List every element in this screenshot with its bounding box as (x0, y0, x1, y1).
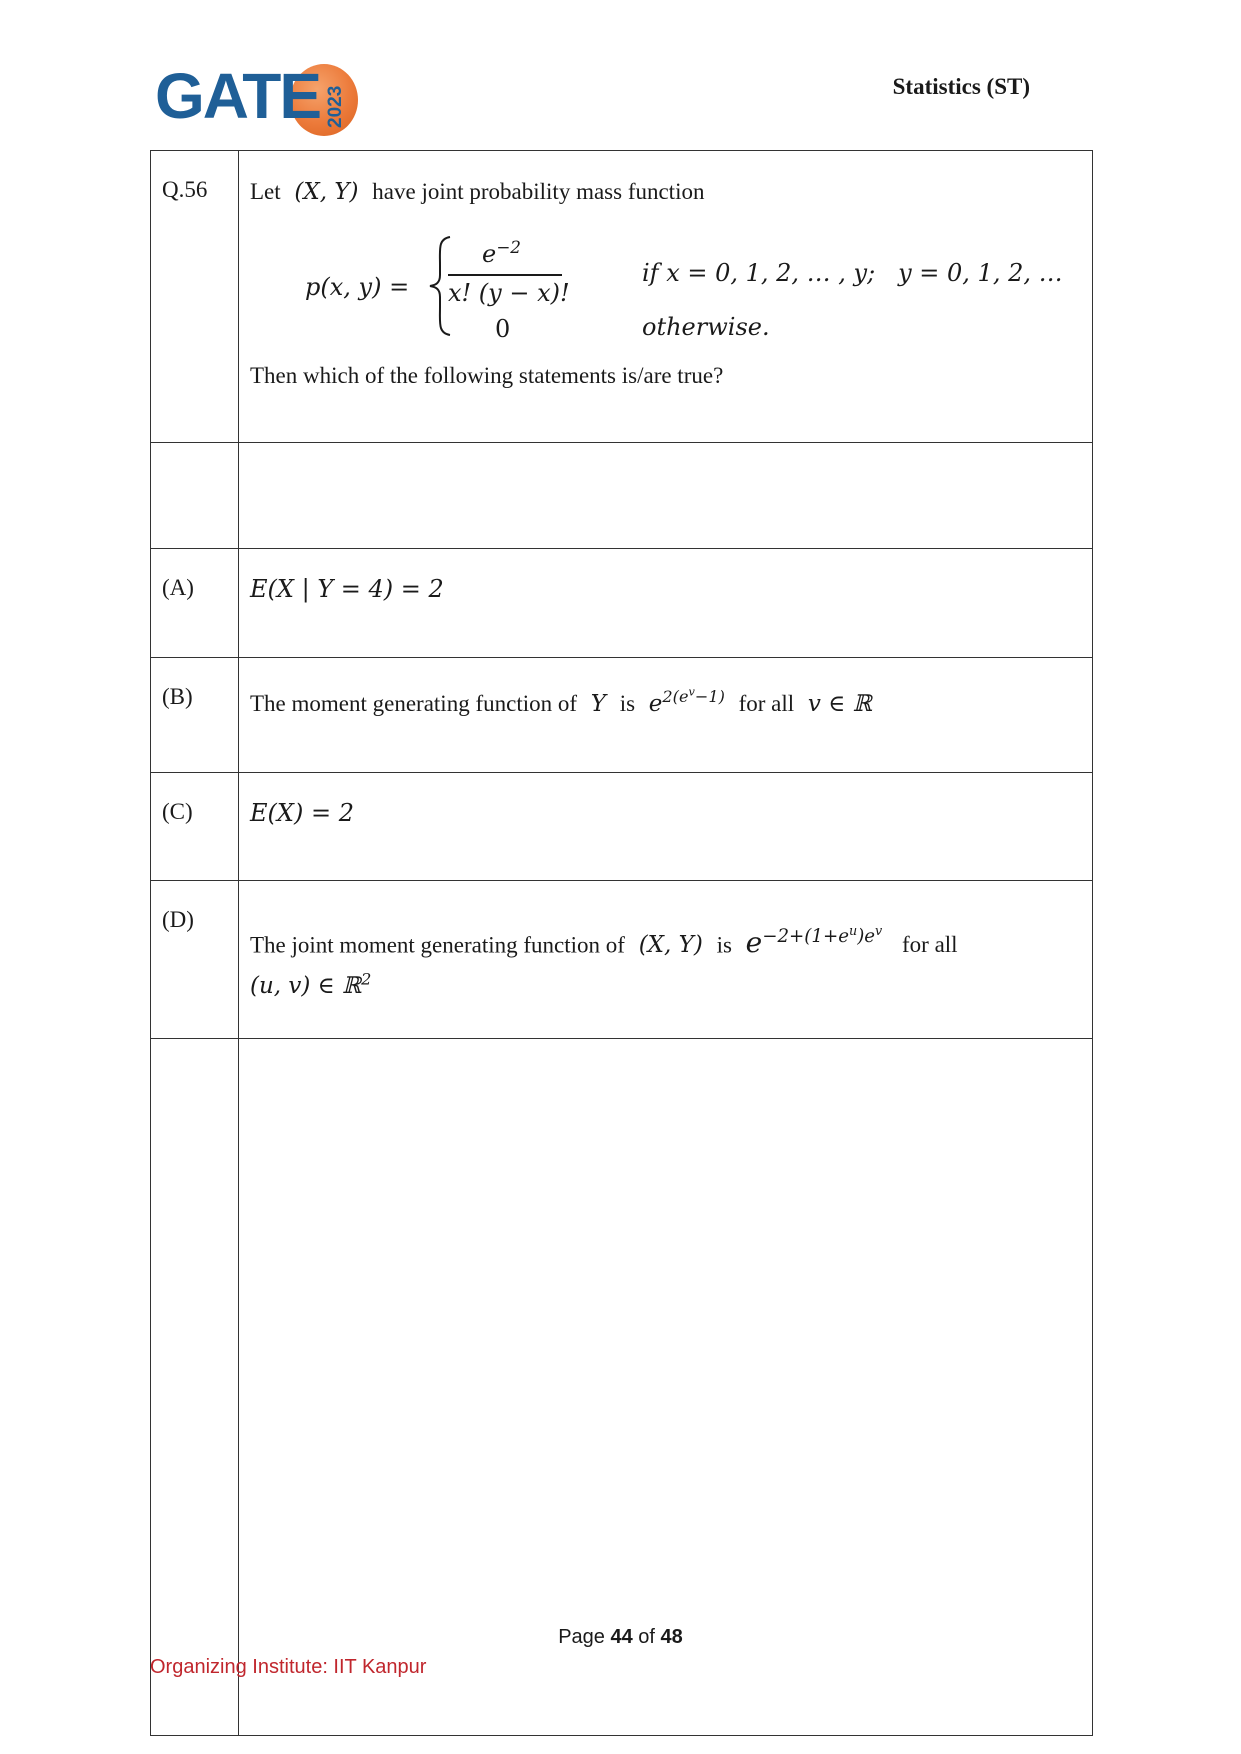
pmf-lhs: p(x, y) = (305, 273, 410, 301)
option-row-a (151, 549, 1093, 658)
pmf-condition-2: otherwise. (642, 313, 770, 341)
subject-title: Statistics (ST) (892, 74, 1030, 99)
page-number: Page 44 of 48 (558, 1626, 683, 1648)
question-row (151, 151, 1093, 443)
option-label: (A) (151, 549, 239, 658)
option-label: (C) (151, 773, 239, 881)
option-text: The joint moment generating function of (X, Y) is $e^{-2+(1+e^u)e^v}$ for all (u, v) ∈ ℝ$^2$ (250, 924, 958, 1000)
pmf-denominator: x! (y − x)! (448, 279, 570, 307)
option-row-b (151, 658, 1093, 773)
question-number: Q.56 (151, 151, 239, 443)
question-table (150, 150, 1093, 1736)
pmf-condition-1: if x = 0, 1, 2, … , y; y = 0, 1, 2, … (642, 259, 1063, 287)
logo-text: GATE (155, 60, 321, 132)
option-row-d (151, 881, 1093, 1039)
question-prompt: Then which of the following statements is/are true? (250, 363, 724, 388)
option-label: (B) (151, 658, 239, 773)
question-body (239, 151, 1093, 443)
logo-year: 2023 (325, 85, 346, 128)
option-text: E(X) = 2 (250, 799, 354, 827)
fraction-bar (448, 274, 562, 276)
pmf-zero: 0 (495, 315, 511, 343)
option-row-c (151, 773, 1093, 881)
blank-row (151, 443, 1093, 549)
question-intro: Let (X, Y) have joint probability mass function (250, 179, 705, 205)
option-label: (D) (151, 881, 239, 1039)
pmf-numerator: $e^{-2}$ (482, 237, 521, 268)
option-text: E(X | Y = 4) = 2 (250, 575, 444, 603)
option-text: The moment generating function of Y is $e^{2(e^v-1)}$ for all v ∈ ℝ (250, 686, 872, 718)
intro-vars: (X, Y) (294, 179, 359, 205)
gate-logo (155, 58, 365, 140)
organizer-text: Organizing Institute: IIT Kanpur (150, 1656, 427, 1678)
